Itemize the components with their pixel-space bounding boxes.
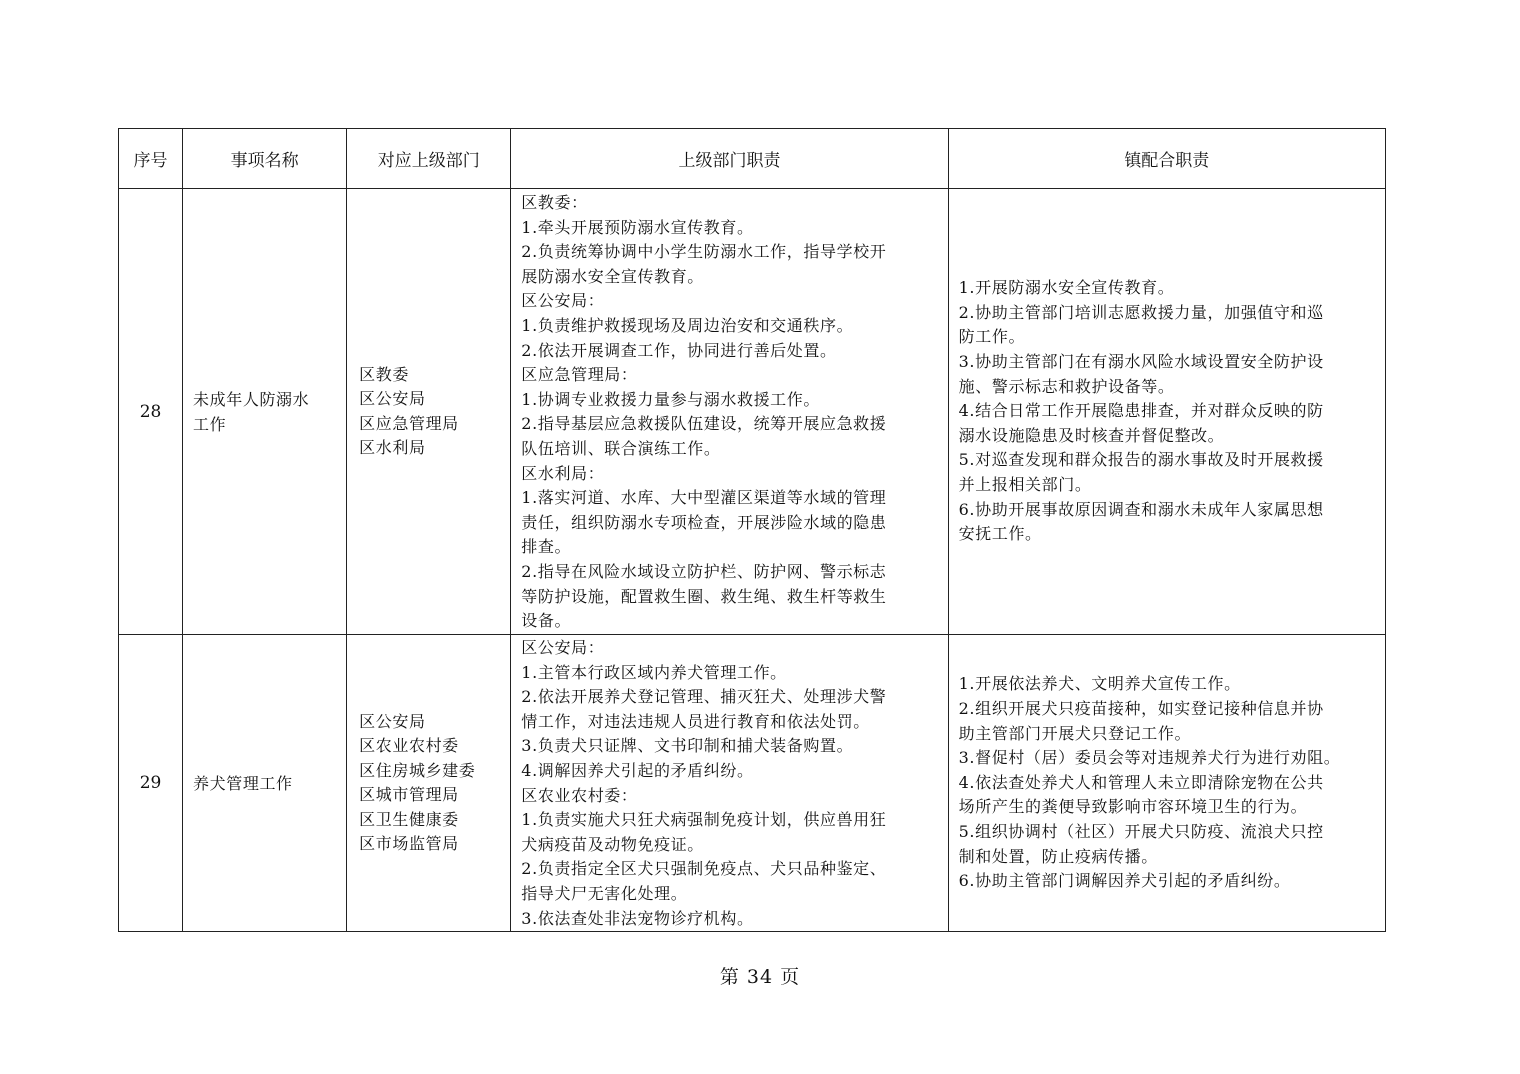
- department-name: 区城市管理局: [359, 785, 459, 805]
- row-seq: 28: [119, 189, 183, 635]
- town-duty-line: 施、警示标志和救护设备等。: [958, 376, 1175, 396]
- superior-duty-line: 2.指导在风险水域设立防护栏、防护网、警示标志: [521, 561, 887, 581]
- town-duty-line: 安抚工作。: [958, 524, 1042, 544]
- town-duty-line: 3.协助主管部门在有溺水风险水域设置安全防护设: [958, 352, 1324, 372]
- superior-duty-line: 1.主管本行政区域内养犬管理工作。: [521, 662, 787, 682]
- superior-duty-line: 2.指导基层应急救援队伍建设，统筹开展应急救援: [521, 414, 887, 434]
- header-item-name: 事项名称: [183, 129, 347, 189]
- row-departments: [347, 635, 511, 932]
- superior-duty-line: 队伍培训、联合演练工作。: [521, 438, 721, 458]
- superior-duty-line: 2.负责指定全区犬只强制免疫点、犬只品种鉴定、: [521, 859, 887, 879]
- row-item-name: [183, 635, 347, 932]
- page-number: 第 34 页: [719, 966, 801, 988]
- department-name: 区市场监管局: [359, 834, 459, 854]
- town-duty-line: 溺水设施隐患及时核查并督促整改。: [958, 425, 1225, 445]
- superior-duty-line: 1.落实河道、水库、大中型灌区渠道等水域的管理: [521, 488, 887, 508]
- town-duty-line: 助主管部门开展犬只登记工作。: [958, 723, 1192, 743]
- town-duty-line: 1.开展依法养犬、文明养犬宣传工作。: [958, 674, 1241, 694]
- item-name-line: 未成年人防溺水: [193, 389, 310, 409]
- superior-duty-line: 展防溺水安全宣传教育。: [521, 266, 704, 286]
- department-name: 区公安局: [359, 711, 426, 731]
- town-duty-line: 并上报相关部门。: [958, 474, 1092, 494]
- department-name: 区公安局: [359, 389, 426, 408]
- header-superior-duty: 上级部门职责: [511, 129, 948, 189]
- town-duty-line: 3.督促村（居）委员会等对违规养犬行为进行劝阻。: [958, 748, 1341, 768]
- town-duty-line: 6.协助主管部门调解因养犬引起的矛盾纠纷。: [958, 871, 1291, 891]
- table-row: [119, 189, 1386, 635]
- town-duty-line: 4.依法查处养犬人和管理人未立即清除宠物在公共: [958, 772, 1324, 792]
- header-seq: 序号: [119, 129, 183, 189]
- table-row: [119, 635, 1386, 932]
- superior-duty-line: 犬病疫苗及动物免疫证。: [521, 834, 704, 854]
- superior-duty-line: 2.依法开展调查工作，协同进行善后处置。: [521, 340, 837, 360]
- superior-duty-line: 指导犬尸无害化处理。: [521, 883, 688, 903]
- superior-duty-line: 1.协调专业救援力量参与溺水救援工作。: [521, 389, 820, 409]
- department-name: 区水利局: [359, 438, 426, 457]
- superior-duty-line: 设备。: [521, 611, 572, 631]
- superior-duty-line: 区应急管理局：: [521, 365, 638, 385]
- department-name: 区住房城乡建委: [359, 760, 476, 780]
- superior-duty-line: 1.牵头开展预防溺水宣传教育。: [521, 217, 754, 237]
- item-name-line: 工作: [193, 414, 227, 434]
- row-town-duty: [948, 635, 1385, 932]
- superior-duty-line: 4.调解因养犬引起的矛盾纠纷。: [521, 760, 754, 780]
- superior-duty-line: 2.负责统筹协调中小学生防溺水工作，指导学校开: [521, 242, 887, 262]
- superior-duty-line: 区公安局：: [521, 638, 605, 657]
- superior-duty-line: 1.负责实施犬只狂犬病强制免疫计划，供应兽用狂: [521, 810, 887, 830]
- table-header-row: [119, 129, 1386, 189]
- superior-duty-line: 区公安局：: [521, 291, 605, 311]
- header-superior-department: 对应上级部门: [347, 129, 511, 189]
- row-seq: 29: [119, 635, 183, 932]
- town-duty-line: 2.协助主管部门培训志愿救援力量，加强值守和巡: [958, 302, 1324, 322]
- superior-duty-line: 1.负责维护救援现场及周边治安和交通秩序。: [521, 315, 854, 335]
- superior-duty-line: 情工作，对违法违规人员进行教育和依法处罚。: [521, 711, 870, 731]
- town-duty-line: 2.组织开展犬只疫苗接种，如实登记接种信息并协: [958, 698, 1324, 718]
- superior-duty-line: 区农业农村委：: [521, 785, 638, 805]
- superior-duty-line: 排查。: [521, 537, 572, 557]
- header-town-duty: 镇配合职责: [948, 129, 1385, 189]
- town-duty-line: 场所产生的粪便导致影响市容环境卫生的行为。: [958, 797, 1308, 817]
- row-item-name: [183, 189, 347, 635]
- superior-duty-line: 责任，组织防溺水专项检查，开展涉险水域的隐患: [521, 512, 887, 532]
- department-name: 区农业农村委: [359, 736, 459, 756]
- superior-duty-line: 等防护设施，配置救生圈、救生绳、救生杆等救生: [521, 586, 887, 606]
- town-duty-line: 防工作。: [958, 327, 1026, 347]
- superior-duty-line: 3.依法查处非法宠物诊疗机构。: [521, 908, 754, 928]
- item-name-line: 养犬管理工作: [193, 773, 293, 793]
- row-departments: [347, 189, 511, 635]
- table-body: [119, 189, 1386, 932]
- town-duty-line: 6.协助开展事故原因调查和溺水未成年人家属思想: [958, 499, 1324, 519]
- superior-duty-line: 区教委：: [521, 193, 588, 212]
- row-superior-duty: [511, 635, 948, 932]
- department-name: 区应急管理局: [359, 413, 459, 433]
- town-duty-line: 1.开展防溺水安全宣传教育。: [958, 278, 1175, 298]
- superior-duty-line: 区水利局：: [521, 463, 605, 483]
- town-duty-line: 制和处置，防止疫病传播。: [958, 846, 1158, 866]
- department-name: 区教委: [359, 364, 409, 384]
- superior-duty-line: 3.负责犬只证牌、文书印制和捕犬装备购置。: [521, 736, 854, 756]
- superior-duty-line: 2.依法开展养犬登记管理、捕灭狂犬、处理涉犬警: [521, 687, 887, 707]
- town-duty-line: 5.对巡查发现和群众报告的溺水事故及时开展救援: [958, 450, 1324, 470]
- town-duty-line: 5.组织协调村（社区）开展犬只防疫、流浪犬只控: [958, 821, 1324, 841]
- duty-table: [118, 128, 1386, 932]
- row-town-duty: [948, 189, 1385, 635]
- row-superior-duty: [511, 189, 948, 635]
- department-name: 区卫生健康委: [359, 809, 459, 829]
- town-duty-line: 4.结合日常工作开展隐患排查，并对群众反映的防: [958, 401, 1324, 421]
